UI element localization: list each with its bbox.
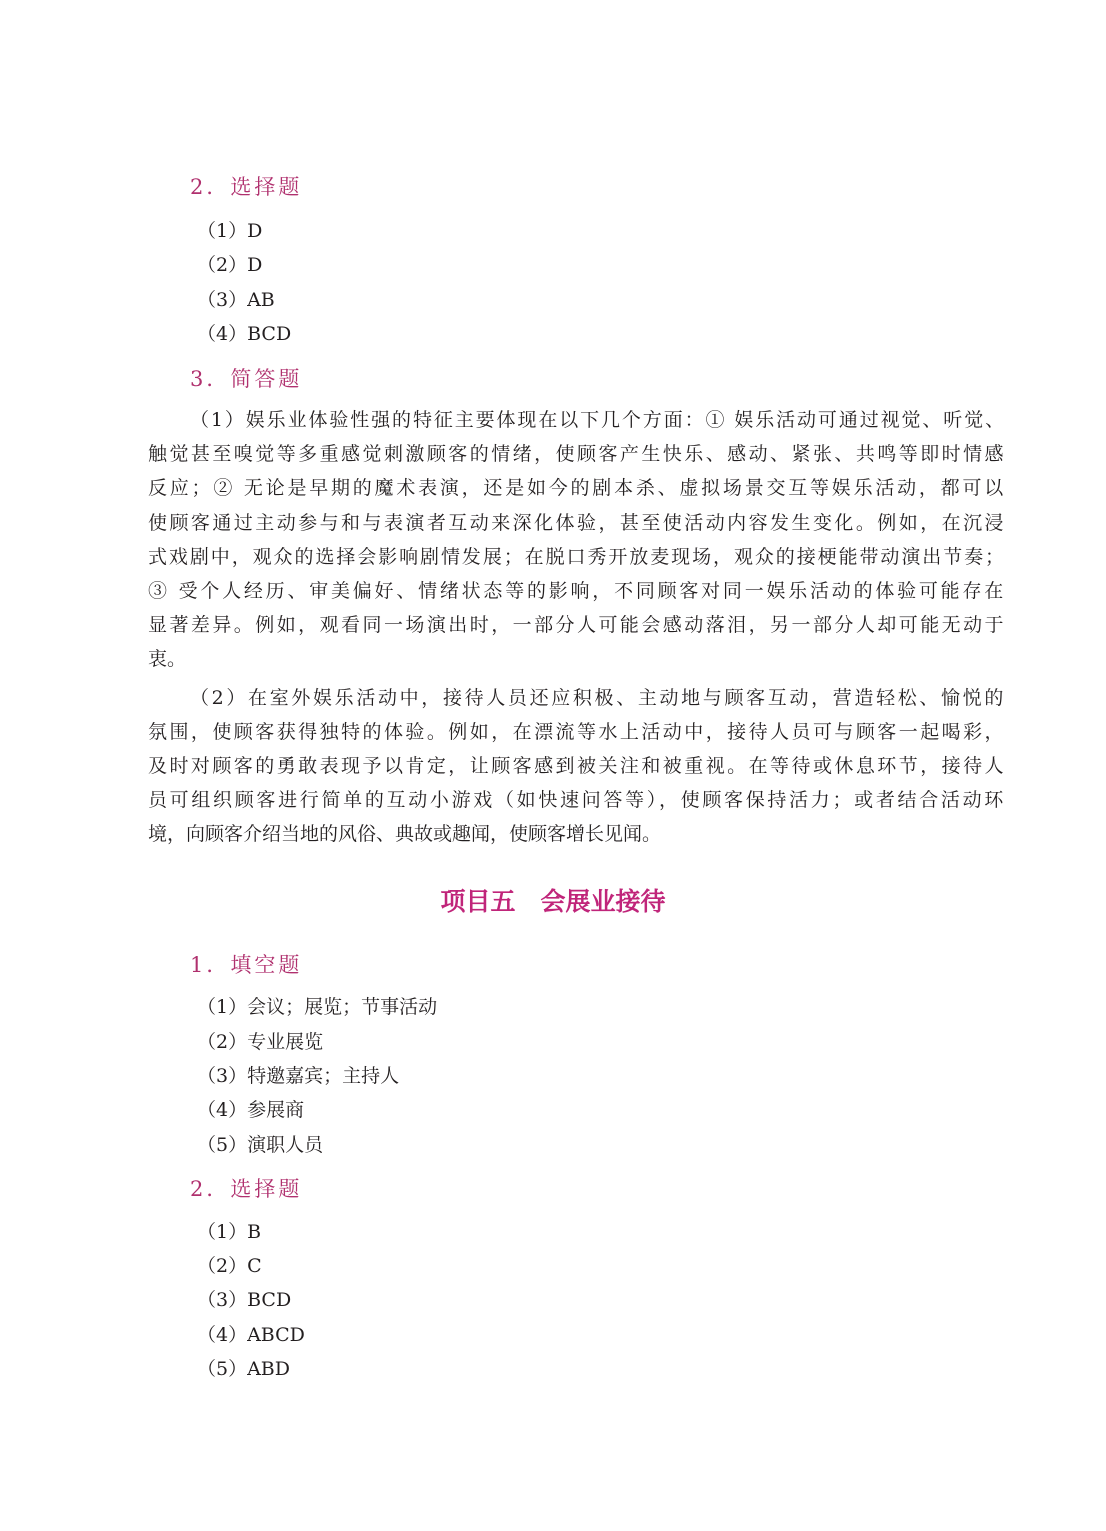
line-text: ③ 受个人经历、审美偏好、情绪状态等的影响，不同顾客对同一娱乐活动的体验可能存在	[148, 579, 1006, 602]
line-text: 员可组织顾客进行简单的互动小游戏（如快速问答等），使顾客保持活力；或者结合活动环	[148, 789, 1006, 812]
line-text: 及时对顾客的勇敢表现予以肯定，让顾客感到被关注和被重视。在等待或休息环节，接待人	[148, 754, 1006, 777]
paragraph-line	[148, 471, 1006, 505]
fill-blank-answer: （5）演职人员	[197, 1134, 324, 1156]
choice-answer: （2）C	[197, 1255, 262, 1277]
choice-answer: （5）ABD	[197, 1358, 291, 1380]
choice-answer: （2）D	[197, 254, 263, 276]
choice-answer: （3）BCD	[197, 1289, 292, 1311]
line-text: 式戏剧中，观众的选择会影响剧情发展；在脱口秀开放麦现场，观众的接梗能带动演出节奏；	[148, 545, 1006, 568]
choice-answer: （4）ABCD	[197, 1324, 305, 1346]
line-text: （1）娱乐业体验性强的特征主要体现在以下几个方面：① 娱乐活动可通过视觉、听觉、	[190, 409, 1006, 431]
line-text: 显著差异。例如，观看同一场演出时，一部分人可能会感动落泪，另一部分人却可能无动于	[148, 614, 1006, 637]
line-text: 衷。	[148, 648, 187, 671]
paragraph-line	[148, 642, 1006, 676]
choice-heading: 2．选择题	[190, 1177, 303, 1201]
paragraph-line	[148, 817, 1006, 851]
choice-answer: （1）D	[197, 220, 263, 242]
line-text: （2）在室外娱乐活动中，接待人员还应积极、主动地与顾客互动，营造轻松、愉悦的	[190, 686, 1006, 709]
choice-heading: 2．选择题	[190, 175, 303, 199]
paragraph-line	[148, 681, 1006, 715]
line-text: 境，向顾客介绍当地的风俗、典故或趣闻，使顾客增长见闻。	[148, 823, 662, 846]
project-title: 项目五 会展业接待	[440, 887, 666, 916]
choice-answer: （4）BCD	[197, 323, 292, 345]
paragraph-line	[148, 783, 1006, 817]
short-answer-body	[148, 403, 1006, 851]
paragraph-line	[148, 437, 1006, 471]
choice-answer: （1）B	[197, 1221, 262, 1243]
paragraph-line	[148, 749, 1006, 783]
fill-blank-answer: （1）会议；展览；节事活动	[197, 996, 438, 1018]
choice-answer: （3）AB	[197, 289, 275, 311]
paragraph-line	[148, 506, 1006, 540]
paragraph-line	[148, 608, 1006, 642]
paragraph-line	[148, 574, 1006, 608]
paragraph-line	[148, 715, 1006, 749]
fill-blank-answer: （4）参展商	[197, 1099, 305, 1121]
paragraph-line	[148, 403, 1006, 437]
fill-blank-answer: （2）专业展览	[197, 1031, 324, 1053]
paragraph-line	[148, 540, 1006, 574]
line-text: 氛围，使顾客获得独特的体验。例如，在漂流等水上活动中，接待人员可与顾客一起喝彩，	[148, 720, 1006, 743]
line-text: 反应；② 无论是早期的魔术表演，还是如今的剧本杀、虚拟场景交互等娱乐活动，都可以	[148, 477, 1006, 500]
fill-blank-heading: 1．填空题	[190, 953, 303, 977]
line-text: 使顾客通过主动参与和与表演者互动来深化体验，甚至使活动内容发生变化。例如，在沉浸	[148, 511, 1006, 534]
line-text: 触觉甚至嗅觉等多重感觉刺激顾客的情绪，使顾客产生快乐、感动、紧张、共鸣等即时情感	[148, 443, 1006, 466]
short-answer-heading: 3．简答题	[190, 367, 303, 391]
fill-blank-answer: （3）特邀嘉宾；主持人	[197, 1065, 400, 1087]
